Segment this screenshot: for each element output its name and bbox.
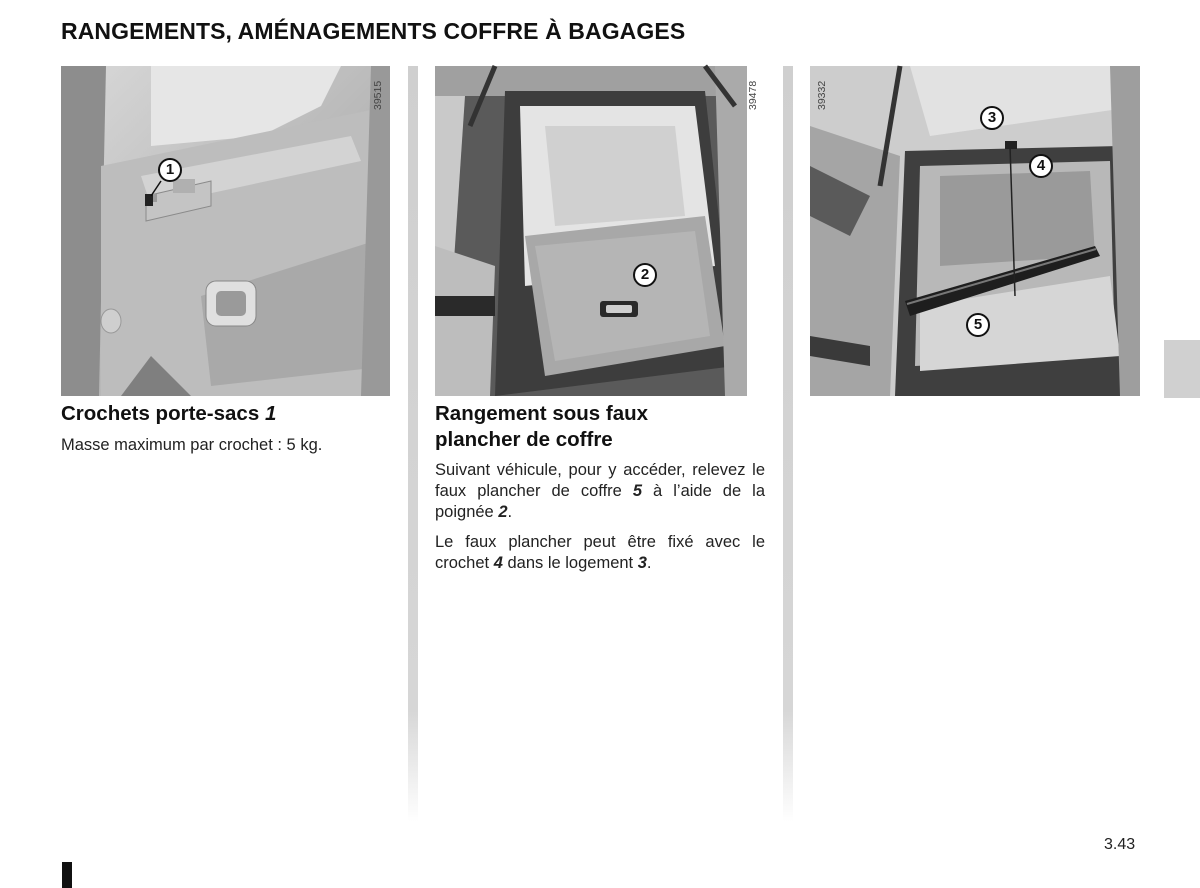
figure-bag-hook xyxy=(61,66,390,396)
callout-reference: 5 xyxy=(632,482,643,500)
heading-text: Crochets porte-sacs xyxy=(61,402,260,425)
callout-reference: 2 xyxy=(498,503,508,521)
access-instructions xyxy=(435,460,765,523)
text-run: Suivant véhicule, pour y accéder, relevez le faux plancher de coffre xyxy=(435,461,765,500)
figure-reference-number: 39478 xyxy=(747,80,759,110)
figure-floor-handle xyxy=(435,66,759,396)
text-run: . xyxy=(507,503,513,521)
page-number: 3.43 xyxy=(1104,836,1136,853)
print-corner-mark xyxy=(62,862,72,888)
callout-reference: 1 xyxy=(264,402,277,425)
column-divider-left xyxy=(408,66,418,822)
text-run: à l’aide de la poignée xyxy=(435,482,765,521)
max-load-text: Masse maximum par crochet : 5 kg. xyxy=(61,436,323,454)
chapter-side-tab xyxy=(1164,340,1200,398)
figure-reference-number: 39515 xyxy=(372,80,384,110)
figure-false-floor xyxy=(810,66,1140,396)
page-title: RANGEMENTS, AMÉNAGEMENTS COFFRE À BAGAGES xyxy=(61,18,686,44)
figure-reference-number: 39332 xyxy=(816,80,828,110)
open-trunk-illustration xyxy=(435,66,747,396)
callout-2: 2 xyxy=(633,263,657,287)
callout-4: 4 xyxy=(1029,154,1053,178)
callout-5: 5 xyxy=(966,313,990,337)
text-run: Le faux plancher peut être fixé avec le crochet xyxy=(435,533,765,572)
section-heading-bag-hooks xyxy=(61,401,276,427)
callout-reference: 4 xyxy=(493,554,503,572)
text-run: . xyxy=(646,554,652,572)
column-divider-right xyxy=(783,66,793,822)
text-run: dans le logement xyxy=(502,554,638,572)
callout-reference: 3 xyxy=(637,554,647,572)
fixing-instructions xyxy=(435,532,765,574)
heading-line-2: plancher de coffre xyxy=(435,428,613,451)
raised-floor-illustration xyxy=(810,66,1140,396)
trunk-wall-illustration xyxy=(61,66,390,396)
heading-line-1: Rangement sous faux xyxy=(435,402,649,425)
section-heading-underfloor-storage xyxy=(435,401,765,453)
callout-3: 3 xyxy=(980,106,1004,130)
callout-1: 1 xyxy=(158,158,182,182)
